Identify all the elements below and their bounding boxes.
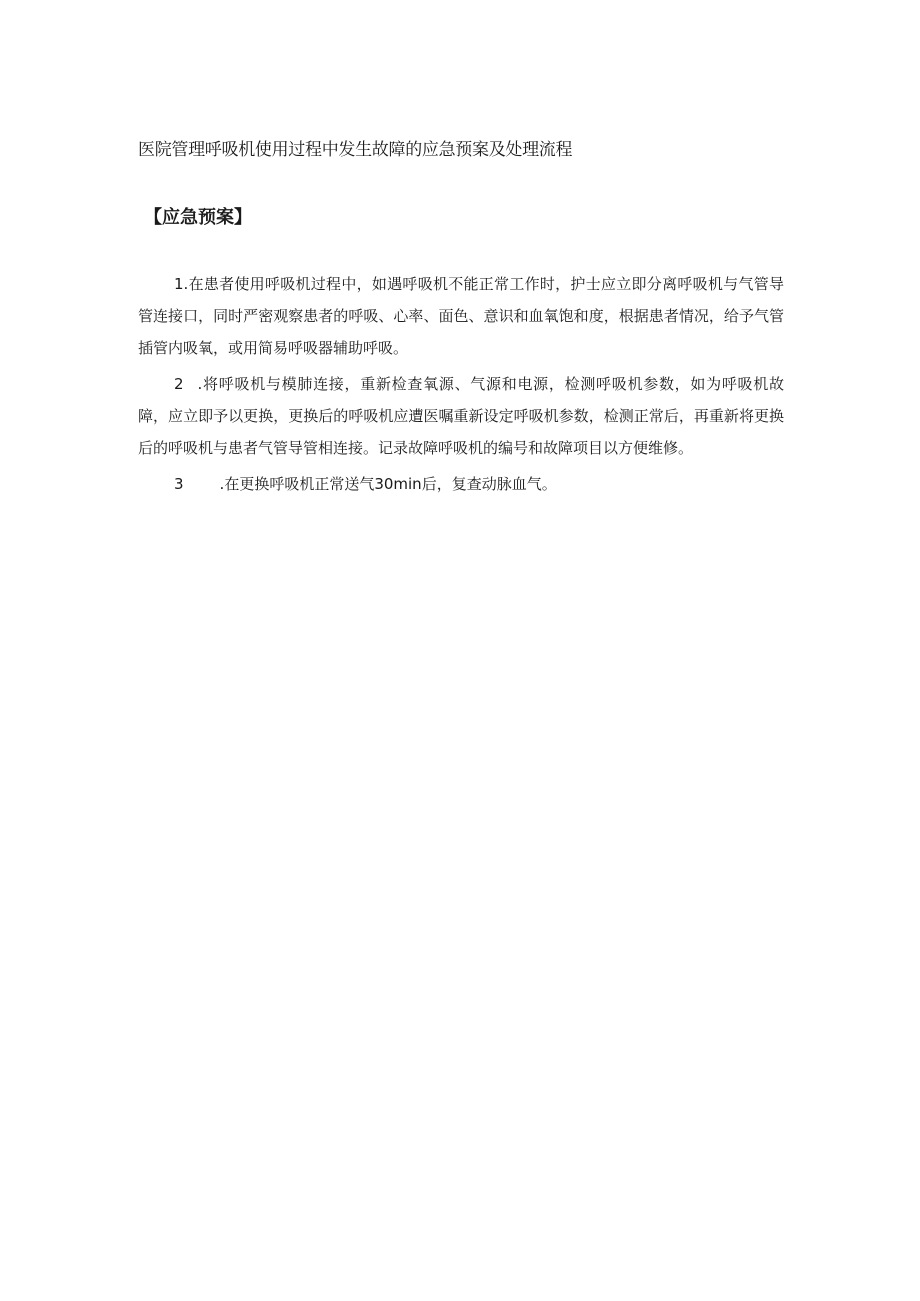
section-heading-emergency-plan: 【应急预案】 (144, 207, 252, 228)
paragraph-3-text: .在更换呼吸机正常送气30min后，复查动脉血气。 (219, 475, 557, 493)
paragraph-1-text: 在患者使用呼吸机过程中，如遇呼吸机不能正常工作时，护士应立即分离呼吸机与气管导管连接口，同时严密观察患者的呼吸、心率、面色、意识和血氧饱和度，根据患者情况，给予气管插管内吸氧，或用简易呼吸器辅助呼吸。 (138, 275, 784, 357)
document-body (138, 268, 784, 504)
paragraph-2-text: .将呼吸机与模肺连接，重新检查氧源、气源和电源，检测呼吸机参数，如为呼吸机故障，应立即予以更换，更换后的呼吸机应遭医嘱重新设定呼吸机参数，检测正常后，再重新将更换后的呼吸机与患者气管导管相连接。记录故障呼吸机的编号和故障项目以方便维修。 (138, 375, 784, 457)
paragraph-1-number: 1. (174, 275, 189, 293)
paragraph-3 (138, 468, 784, 500)
document-title: 医院管理呼吸机使用过程中发生故障的应急预案及处理流程 (138, 140, 573, 160)
paragraph-3-number: 3 (174, 475, 184, 493)
paragraph-2-number: 2 (174, 375, 184, 393)
paragraph-1 (138, 268, 784, 364)
paragraph-2 (138, 368, 784, 464)
